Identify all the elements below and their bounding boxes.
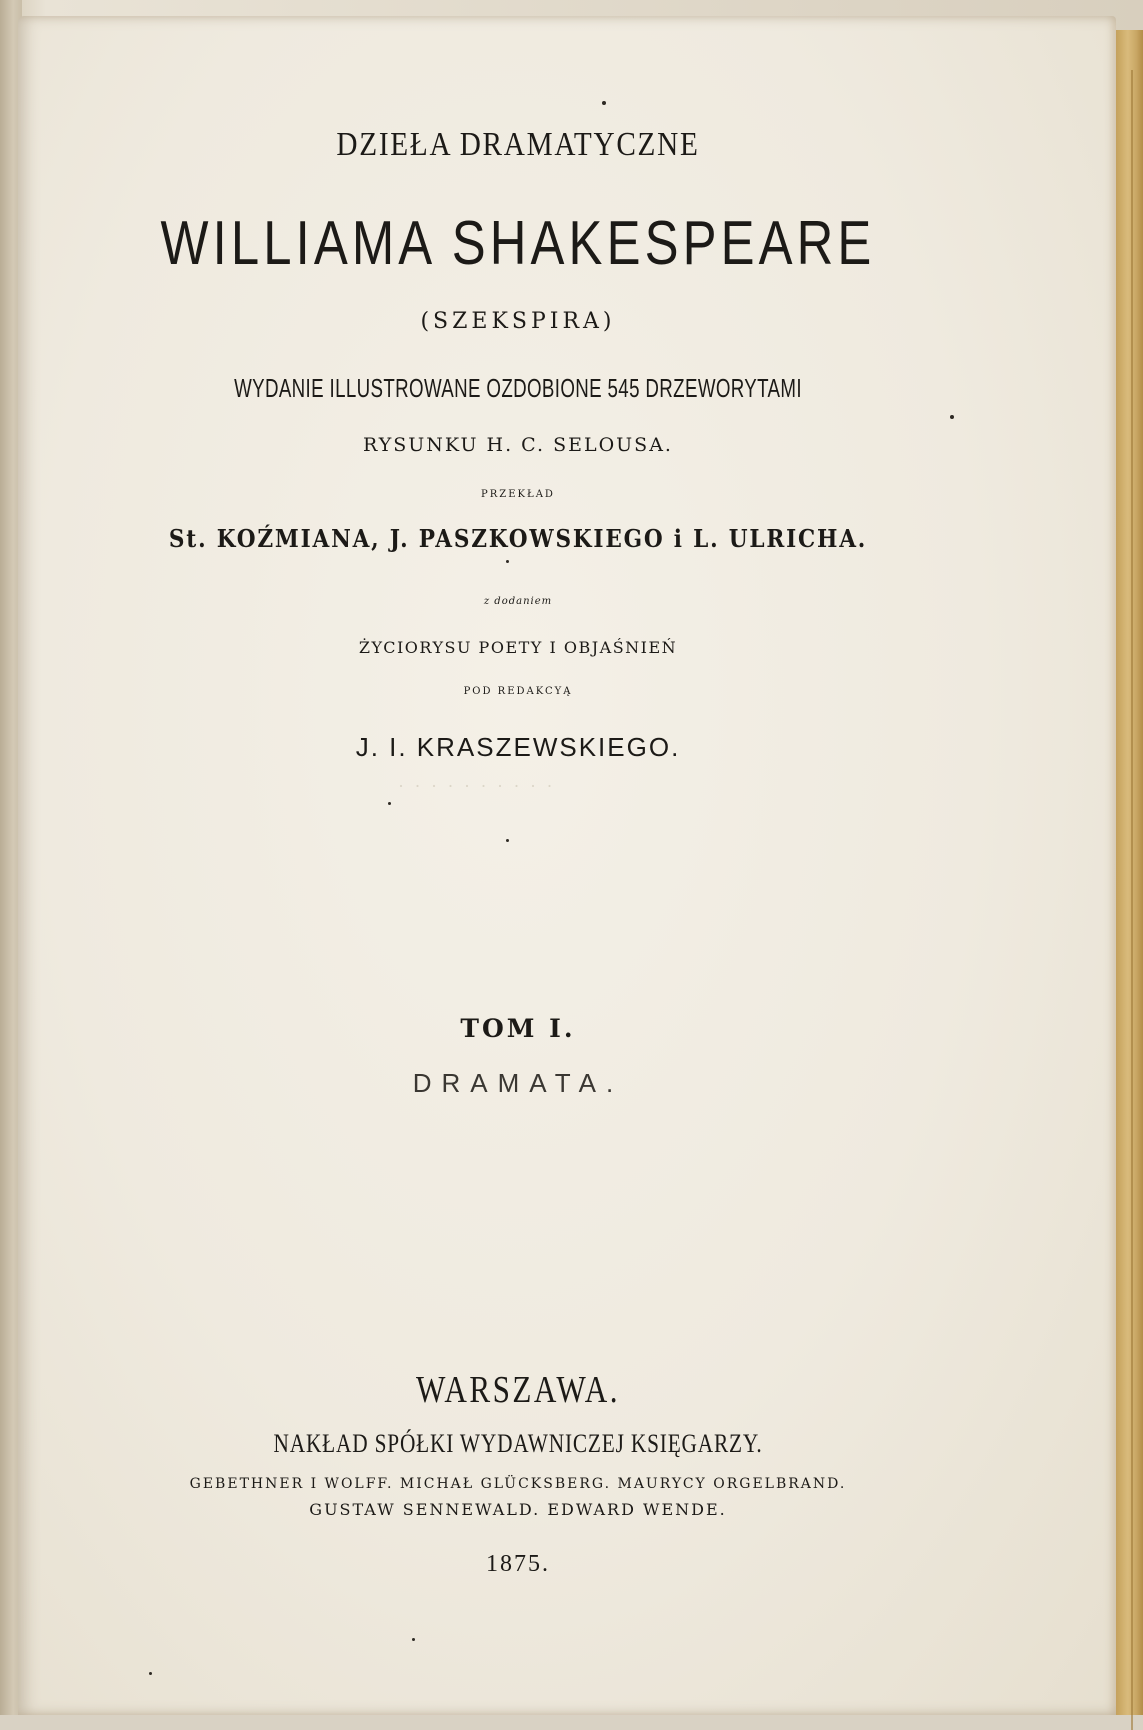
ink-speck [149,1672,152,1675]
illustrator-line: RYSUNKU H. C. SELOUSA. [363,434,673,456]
title-page [18,16,1116,1715]
series-title: DZIEŁA DRAMATYCZNE [336,126,700,163]
booksellers-line-2: GUSTAW SENNEWALD. EDWARD WENDE. [309,1500,727,1519]
ink-speck [506,560,509,563]
volume-subtitle: DRAMATA. [412,1068,624,1098]
ink-speck [950,415,954,419]
biography-line: ŻYCIORYSU POETY I OBJAŚNIEŃ [358,638,678,657]
publication-city: WARSZAWA. [415,1369,621,1411]
publisher-line: NAKŁAD SPÓŁKI WYDAWNICZEJ KSIĘGARZY. [273,1429,763,1458]
translation-label: PRZEKŁAD [481,489,555,500]
edition-line: WYDANIE ILLUSTROWANE OZDOBIONE 545 DRZEWORYTAMI [234,373,802,403]
author-name: WILLIAMA SHAKESPEARE [160,209,876,278]
editor-label: POD REDAKCYĄ [463,686,573,697]
publication-year: 1875. [486,1551,550,1577]
show-through-text: · · · · · · · · · · [398,776,556,796]
ink-speck [412,1638,415,1641]
translators-line: St. KOŹMIANA, J. PASZKOWSKIEGO i L. ULRICHA. [168,524,868,553]
ink-speck [388,802,391,805]
volume-number: TOM I. [460,1014,576,1043]
ink-speck [506,839,509,842]
page-edge-line [1131,70,1133,1730]
ink-speck [602,101,606,105]
booksellers-line-1: GEBETHNER I WOLFF. MICHAŁ GLÜCKSBERG. MAURYCY ORGELBRAND. [189,1476,847,1492]
editor-name: J. I. KRASZEWSKIEGO. [355,732,681,762]
author-alt-name: (SZEKSPIRA) [420,309,616,334]
addition-label: z dodaniem [483,596,553,607]
